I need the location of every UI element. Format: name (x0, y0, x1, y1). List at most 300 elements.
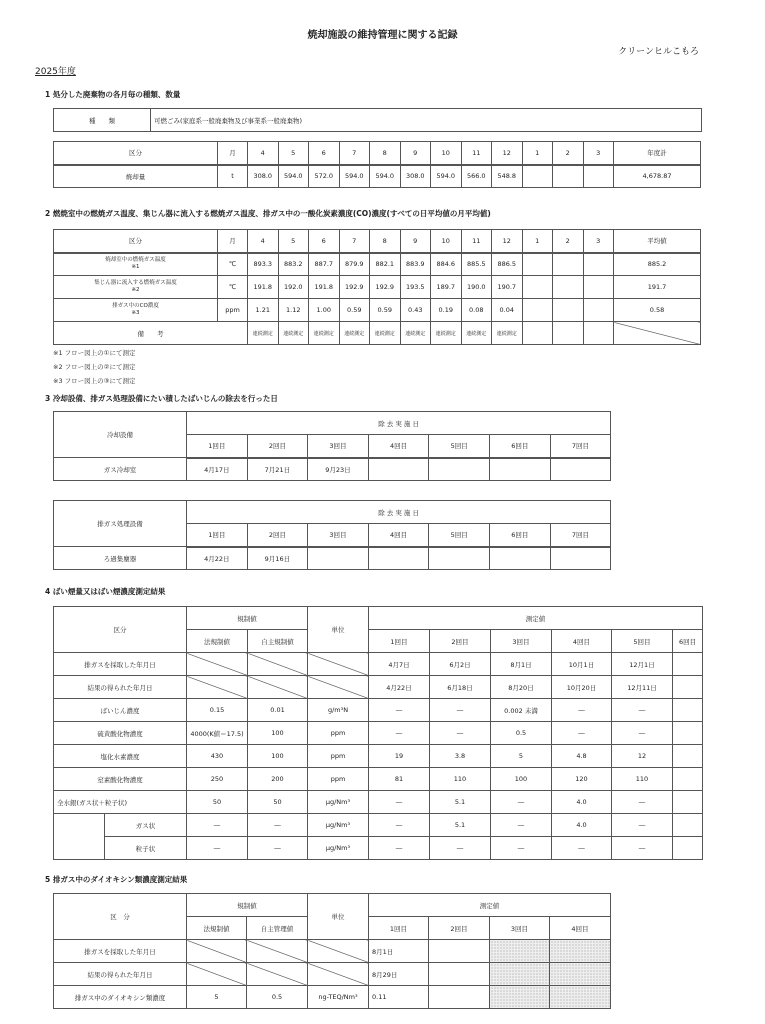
measured-cell (673, 837, 703, 860)
exhaust-treatment-table (53, 500, 611, 570)
column-header: 6回目 (489, 524, 550, 547)
remarks-cell: 連続測定 (370, 322, 401, 345)
value-cell (553, 165, 584, 188)
column-header: 法規制値 (187, 917, 247, 940)
table-row (54, 230, 701, 253)
incineration-amount-table (53, 141, 701, 188)
column-header: 測定値 (369, 894, 611, 917)
section-4-heading: 4 ばい煙量又はばい煙濃度測定結果 (45, 587, 166, 596)
unit-cell: g/m³N (308, 699, 369, 722)
value-cell: 572.0 (309, 165, 340, 188)
table-row (54, 963, 611, 986)
measured-cell (673, 814, 703, 837)
self-limit-cell: 50 (248, 791, 308, 814)
section-5-heading: 5 排ガス中のダイオキシン類濃度測定結果 (45, 875, 188, 884)
cell-text-line: 集じん器に流入する燃焼ガス温度 (94, 279, 177, 286)
value-cell (522, 276, 553, 299)
value-cell: 0.04 (492, 299, 523, 322)
date-cell (489, 547, 550, 570)
row-label: 排ガスを採取した年月日 (54, 940, 187, 963)
measured-cell: ― (491, 791, 552, 814)
measured-cell: 4月7日 (369, 653, 430, 676)
measured-cell: ― (369, 837, 430, 860)
section-1-heading: 1 処分した廃棄物の各月毎の種類、数量 (45, 90, 181, 99)
table-row (54, 412, 611, 435)
unit-cell (308, 676, 369, 699)
row-label: 結果の得られた年月日 (54, 963, 187, 986)
table-row (54, 940, 611, 963)
value-cell (583, 165, 614, 188)
value-cell: ppm (218, 299, 248, 322)
table-row (54, 653, 703, 676)
unit-cell: μg/Nm³ (308, 837, 369, 860)
column-header: 単位 (308, 894, 369, 940)
measured-cell (673, 791, 703, 814)
waste-kind-table (53, 108, 702, 132)
column-header: 12 (492, 230, 523, 253)
law-limit-cell: 50 (187, 791, 248, 814)
value-cell: 887.7 (309, 253, 340, 276)
measured-cell: ― (612, 722, 673, 745)
column-header: 測定値 (369, 607, 703, 630)
unit-cell (308, 963, 369, 986)
measured-cell: 6月2日 (430, 653, 491, 676)
column-header: 9 (400, 142, 431, 165)
measured-cell: 5.1 (430, 814, 491, 837)
date-cell: 7月21日 (247, 458, 308, 481)
value-cell: 594.0 (278, 165, 309, 188)
self-limit-cell: 200 (248, 768, 308, 791)
row-label (54, 276, 218, 299)
measured-cell: 4.0 (552, 791, 612, 814)
value-cell: 879.9 (339, 253, 370, 276)
value-cell: 566.0 (461, 165, 492, 188)
document-title: 焼却施設の維持管理に関する記録 (307, 30, 458, 41)
self-limit-cell: 100 (248, 745, 308, 768)
value-cell: 882.1 (370, 253, 401, 276)
value-cell (553, 276, 584, 299)
column-header: 6回目 (489, 435, 550, 458)
table-row (54, 814, 703, 837)
measured-cell: ― (552, 837, 612, 860)
row-label: ろ過集塵器 (54, 547, 187, 570)
value-cell: 308.0 (400, 165, 431, 188)
table-row (54, 676, 703, 699)
remarks-cell: 連続測定 (461, 322, 492, 345)
table-row (54, 745, 703, 768)
measured-cell: 100 (491, 768, 552, 791)
measured-cell: ― (430, 722, 491, 745)
column-header: 3回目 (308, 435, 369, 458)
section-2-heading: 2 燃焼室中の燃焼ガス温度、集じん器に流入する燃焼ガス温度、排ガス中の一酸化炭素濃度(CO)濃度(すべての日平均値の月平均値) (45, 209, 491, 218)
remarks-cell (522, 322, 553, 345)
measured-cell: 8月29日 (369, 963, 429, 986)
measured-cell: ― (369, 791, 430, 814)
measured-cell: 6月18日 (430, 676, 491, 699)
column-header: 区分 (54, 230, 218, 253)
measured-cell: 3.8 (430, 745, 491, 768)
value-cell (583, 253, 614, 276)
column-header: 6 (309, 142, 340, 165)
table-row (54, 142, 701, 165)
value-cell: 0.59 (370, 299, 401, 322)
table-row (54, 276, 701, 299)
row-label (54, 299, 218, 322)
measured-cell: ― (552, 722, 612, 745)
value-cell: 594.0 (339, 165, 370, 188)
column-header: 5回目 (429, 524, 490, 547)
value-cell: 190.7 (492, 276, 523, 299)
column-header: 1回目 (369, 917, 429, 940)
measured-cell (550, 940, 611, 963)
measured-cell: 81 (369, 768, 430, 791)
self-limit-cell: ― (248, 837, 308, 860)
table-row (54, 607, 703, 630)
remarks-cell: 連続測定 (431, 322, 462, 345)
measured-cell: 110 (612, 768, 673, 791)
unit-cell: ppm (308, 745, 369, 768)
unit-cell (308, 653, 369, 676)
date-cell (368, 547, 429, 570)
law-limit-cell (187, 653, 248, 676)
remarks-cell: 連続測定 (492, 322, 523, 345)
removal-date-header: 除 去 実 施 日 (187, 412, 611, 435)
column-header: 4回目 (368, 435, 429, 458)
measured-cell (490, 940, 550, 963)
value-cell (553, 253, 584, 276)
column-header: 規制値 (187, 894, 308, 917)
column-header: 月 (218, 142, 248, 165)
column-header: 3 (583, 230, 614, 253)
value-cell: 0.43 (400, 299, 431, 322)
self-limit-cell: 0.5 (247, 986, 308, 1009)
table-row (54, 501, 611, 524)
kind-value: 可燃ごみ(家庭系一般廃棄物及び事業系一般廃棄物) (151, 109, 702, 132)
table-row (54, 837, 703, 860)
cooling-equipment-table (53, 411, 611, 481)
value-cell: ℃ (218, 276, 248, 299)
unit-cell: ng-TEQ/Nm³ (308, 986, 369, 1009)
dioxin-measurement-table (53, 893, 611, 1009)
value-cell: 594.0 (431, 165, 462, 188)
row-label: 結果の得られた年月日 (54, 676, 187, 699)
value-cell: 886.5 (492, 253, 523, 276)
self-limit-cell (248, 676, 308, 699)
value-cell: 0.59 (339, 299, 370, 322)
measured-cell: 12月11日 (612, 676, 673, 699)
value-cell: 0.19 (431, 299, 462, 322)
measured-cell: ― (491, 837, 552, 860)
measured-cell (673, 699, 703, 722)
value-cell: 193.5 (400, 276, 431, 299)
measured-cell: ― (369, 814, 430, 837)
measured-cell (429, 940, 490, 963)
row-label: ガス冷却室 (54, 458, 187, 481)
column-header: 1 (522, 230, 553, 253)
column-header: 平均値 (614, 230, 701, 253)
unit-cell: ppm (308, 722, 369, 745)
law-limit-cell: 5 (187, 986, 247, 1009)
column-header: 4回目 (550, 917, 611, 940)
column-header: 9 (400, 230, 431, 253)
value-cell: 893.3 (248, 253, 279, 276)
column-header: 2回目 (430, 630, 491, 653)
value-cell: 4,678.87 (614, 165, 701, 188)
cell-text-line: ※3 (131, 310, 140, 316)
value-cell: 191.7 (614, 276, 701, 299)
remarks-cell: 連続測定 (339, 322, 370, 345)
value-cell: ℃ (218, 253, 248, 276)
table-row (54, 322, 701, 345)
column-header: 10 (431, 230, 462, 253)
equipment-label: 排ガス処理設備 (54, 501, 187, 547)
table-row (54, 722, 703, 745)
remarks-cell: 連続測定 (278, 322, 309, 345)
column-header: 2回目 (429, 917, 490, 940)
remarks-cell: 連続測定 (309, 322, 340, 345)
remarks-cell: 連続測定 (248, 322, 279, 345)
column-header: 2 (553, 142, 584, 165)
value-cell: 885.2 (614, 253, 701, 276)
value-cell: 1.00 (309, 299, 340, 322)
column-header: 月 (218, 230, 248, 253)
measured-cell (550, 963, 611, 986)
measured-cell (429, 963, 490, 986)
column-header: 5回目 (429, 435, 490, 458)
table-row (54, 768, 703, 791)
self-limit-cell (247, 963, 308, 986)
self-limit-cell: ― (248, 814, 308, 837)
kind-label: 種 類 (54, 109, 151, 132)
blank-cell (54, 814, 105, 860)
column-header: 区分 (54, 142, 218, 165)
measured-cell: ― (369, 699, 430, 722)
column-header: 1回目 (369, 630, 430, 653)
column-header: 5回目 (612, 630, 673, 653)
measured-cell: 5 (491, 745, 552, 768)
column-header: 区分 (54, 607, 187, 653)
remarks-cell (583, 322, 614, 345)
measured-cell: ― (612, 837, 673, 860)
row-label: 排ガスを採取した年月日 (54, 653, 187, 676)
measured-cell: 4.8 (552, 745, 612, 768)
law-limit-cell: 430 (187, 745, 248, 768)
date-cell (308, 547, 369, 570)
cell-text-line: ※2 (131, 287, 140, 293)
remarks-label: 備 考 (54, 322, 248, 345)
value-cell: 308.0 (248, 165, 279, 188)
date-cell: 9月16日 (247, 547, 308, 570)
removal-date-header: 除 去 実 施 日 (187, 501, 611, 524)
value-cell: 883.2 (278, 253, 309, 276)
value-cell: 191.8 (248, 276, 279, 299)
measured-cell (490, 963, 550, 986)
date-cell (550, 547, 611, 570)
measured-cell: 10月1日 (552, 653, 612, 676)
column-header: 単位 (308, 607, 369, 653)
measured-cell: ― (552, 699, 612, 722)
law-limit-cell (187, 940, 247, 963)
law-limit-cell: 4000(K値＝17.5) (187, 722, 248, 745)
measured-cell (490, 986, 550, 1009)
self-limit-cell: 0.01 (248, 699, 308, 722)
measured-cell: 0.5 (491, 722, 552, 745)
value-cell: 1.21 (248, 299, 279, 322)
column-header: 10 (431, 142, 462, 165)
value-cell (583, 276, 614, 299)
cell-text-line: 排ガス中のCO濃度 (112, 302, 159, 309)
column-header: 8 (370, 142, 401, 165)
measured-cell: 12月1日 (612, 653, 673, 676)
column-header: 8 (370, 230, 401, 253)
column-header: 2回目 (247, 435, 308, 458)
column-header: 7 (339, 142, 370, 165)
column-header: 3回目 (491, 630, 552, 653)
column-header: 6 (309, 230, 340, 253)
row-label: 粒子状 (105, 837, 187, 860)
cell-text-line: 焼却室中の燃焼ガス温度 (105, 257, 166, 264)
column-header: 1回目 (187, 524, 248, 547)
column-header: 4 (248, 230, 279, 253)
footnote-2: ※2 フロー図上の②にて測定 (53, 363, 136, 371)
column-header: 年度計 (614, 142, 701, 165)
measured-cell (429, 986, 490, 1009)
smoke-measurement-table (53, 606, 703, 860)
unit-cell (308, 940, 369, 963)
value-cell: 548.8 (492, 165, 523, 188)
column-header: 11 (461, 230, 492, 253)
law-limit-cell: 0.15 (187, 699, 248, 722)
table-row (54, 109, 702, 132)
date-cell (429, 458, 490, 481)
remarks-cell (553, 322, 584, 345)
fiscal-year: 2025年度 (35, 67, 76, 77)
value-cell (522, 299, 553, 322)
measured-cell: 10月20日 (552, 676, 612, 699)
value-cell (522, 253, 553, 276)
column-header: 6回目 (673, 630, 703, 653)
date-cell (429, 547, 490, 570)
column-header: 2回目 (247, 524, 308, 547)
measured-cell (550, 986, 611, 1009)
column-header: 12 (492, 142, 523, 165)
footnote-3: ※3 フロー図上の③にて測定 (53, 377, 136, 385)
measured-cell (673, 722, 703, 745)
law-limit-cell (187, 963, 247, 986)
column-header: 自主規制値 (248, 630, 308, 653)
self-limit-cell (247, 940, 308, 963)
value-cell: 884.6 (431, 253, 462, 276)
value-cell: 0.08 (461, 299, 492, 322)
remarks-cell: 連続測定 (400, 322, 431, 345)
measured-cell: 120 (552, 768, 612, 791)
measured-cell: 12 (612, 745, 673, 768)
measured-cell (673, 768, 703, 791)
law-limit-cell: 250 (187, 768, 248, 791)
measured-cell: 110 (430, 768, 491, 791)
gas-temperature-table (53, 229, 701, 345)
table-row (54, 986, 611, 1009)
law-limit-cell: ― (187, 814, 248, 837)
value-cell (553, 299, 584, 322)
measured-cell (673, 653, 703, 676)
row-label: ばいじん濃度 (54, 699, 187, 722)
column-header: 区 分 (54, 894, 187, 940)
unit-cell: ppm (308, 768, 369, 791)
measured-cell: ― (430, 837, 491, 860)
row-label: 塩化水素濃度 (54, 745, 187, 768)
column-header: 自主管理値 (247, 917, 308, 940)
measured-cell: ― (369, 722, 430, 745)
row-label: 焼却量 (54, 165, 218, 188)
column-header: 3回目 (490, 917, 550, 940)
table-row (54, 547, 611, 570)
organization-name: クリーンヒルこもろ (618, 47, 699, 57)
value-cell: 594.0 (370, 165, 401, 188)
table-row (54, 253, 701, 276)
measured-cell (673, 676, 703, 699)
column-header: 7回目 (550, 435, 611, 458)
column-header: 4回目 (368, 524, 429, 547)
value-cell: 885.5 (461, 253, 492, 276)
measured-cell: 4月22日 (369, 676, 430, 699)
table-row (54, 458, 611, 481)
value-cell (522, 165, 553, 188)
section-3-heading: 3 冷却設備、排ガス処理設備にたい積したばいじんの除去を行った日 (45, 394, 278, 403)
column-header: 3 (583, 142, 614, 165)
value-cell: 1.12 (278, 299, 309, 322)
column-header: 7 (339, 230, 370, 253)
self-limit-cell (248, 653, 308, 676)
value-cell: 192.0 (278, 276, 309, 299)
column-header: 5 (278, 142, 309, 165)
measured-cell: 0.002 未満 (491, 699, 552, 722)
value-cell: 192.9 (339, 276, 370, 299)
date-cell: 4月22日 (187, 547, 248, 570)
unit-cell: μg/Nm³ (308, 814, 369, 837)
table-row (54, 299, 701, 322)
column-header: 1回目 (187, 435, 248, 458)
value-cell (583, 299, 614, 322)
measured-cell: ― (612, 699, 673, 722)
column-header: 11 (461, 142, 492, 165)
column-header: 4 (248, 142, 279, 165)
measured-cell: 0.11 (369, 986, 429, 1009)
date-cell (550, 458, 611, 481)
table-row (54, 699, 703, 722)
value-cell: 192.9 (370, 276, 401, 299)
column-header: 1 (522, 142, 553, 165)
footnote-1: ※1 フロー図上の①にて測定 (53, 349, 136, 357)
measured-cell: 8月20日 (491, 676, 552, 699)
law-limit-cell (187, 676, 248, 699)
law-limit-cell: ― (187, 837, 248, 860)
value-cell: 883.9 (400, 253, 431, 276)
date-cell: 9月23日 (308, 458, 369, 481)
date-cell (489, 458, 550, 481)
value-cell: t (218, 165, 248, 188)
value-cell: 190.0 (461, 276, 492, 299)
value-cell: 0.58 (614, 299, 701, 322)
cell-text-line: ※1 (131, 264, 140, 271)
table-row (54, 894, 611, 917)
value-cell: 189.7 (431, 276, 462, 299)
column-header: 4回目 (552, 630, 612, 653)
measured-cell: 4.0 (552, 814, 612, 837)
table-row (54, 791, 703, 814)
column-header: 7回目 (550, 524, 611, 547)
measured-cell: 8月1日 (369, 940, 429, 963)
